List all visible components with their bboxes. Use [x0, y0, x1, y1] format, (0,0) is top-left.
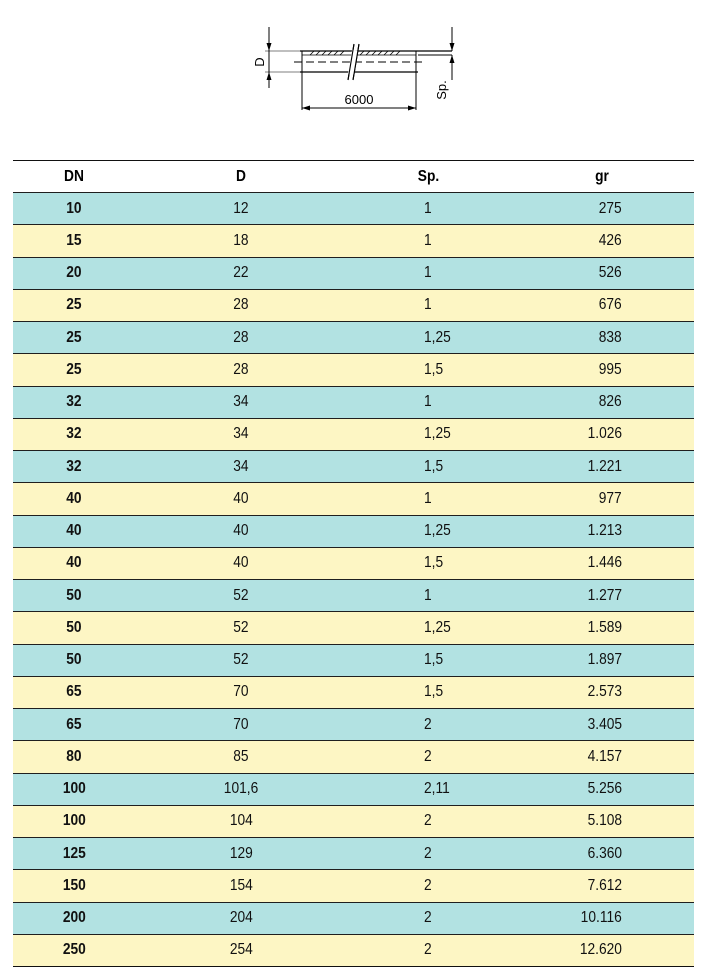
- table-row: [13, 547, 694, 579]
- cell-d: 204: [135, 902, 347, 934]
- cell-dn: 65: [13, 709, 135, 741]
- cell-d: 40: [135, 547, 347, 579]
- header-sp: Sp.: [358, 161, 498, 193]
- cell-dn: 200: [13, 902, 135, 934]
- table-row: [13, 193, 694, 225]
- table-row: [13, 257, 694, 289]
- cell-dn: 25: [13, 322, 135, 354]
- cell-d: 40: [135, 515, 347, 547]
- cell-d: 101,6: [135, 773, 347, 805]
- cell-d: 34: [135, 451, 347, 483]
- cell-d: 18: [135, 225, 347, 257]
- cell-sp: 2: [347, 934, 510, 966]
- cell-gr: 826: [510, 386, 694, 418]
- cell-dn: 65: [13, 676, 135, 708]
- cell-gr: 995: [510, 354, 694, 386]
- cell-sp: 2: [347, 709, 510, 741]
- cell-dn: 80: [13, 741, 135, 773]
- cell-sp: 1,5: [347, 644, 510, 676]
- cell-gr: 7.612: [510, 870, 694, 902]
- cell-dn: 25: [13, 289, 135, 321]
- table-body: [13, 193, 694, 967]
- cell-d: 70: [135, 676, 347, 708]
- cell-gr: 275: [510, 193, 694, 225]
- table-row: [13, 644, 694, 676]
- table-row: [13, 934, 694, 966]
- cell-gr: 838: [510, 322, 694, 354]
- cell-sp: 1: [347, 580, 510, 612]
- table-row: [13, 773, 694, 805]
- table-row: [13, 322, 694, 354]
- cell-gr: 1.897: [510, 644, 694, 676]
- cell-dn: 40: [13, 547, 135, 579]
- cell-dn: 32: [13, 386, 135, 418]
- cell-dn: 50: [13, 644, 135, 676]
- cell-d: 85: [135, 741, 347, 773]
- cell-sp: 2,11: [347, 773, 510, 805]
- cell-d: 40: [135, 483, 347, 515]
- table-row: [13, 289, 694, 321]
- cell-d: 104: [135, 805, 347, 837]
- table-row: [13, 354, 694, 386]
- cell-dn: 100: [13, 805, 135, 837]
- table-row: [13, 225, 694, 257]
- table-row: [13, 612, 694, 644]
- table-row: [13, 741, 694, 773]
- cell-d: 154: [135, 870, 347, 902]
- cell-dn: 100: [13, 773, 135, 805]
- cell-gr: 5.108: [510, 805, 694, 837]
- cell-sp: 1,25: [347, 322, 510, 354]
- table-row: [13, 805, 694, 837]
- table-row: [13, 676, 694, 708]
- cell-d: 34: [135, 386, 347, 418]
- table-row: [13, 515, 694, 547]
- table-header: [13, 161, 694, 193]
- cell-gr: 1.213: [510, 515, 694, 547]
- cell-dn: 50: [13, 580, 135, 612]
- cell-dn: 150: [13, 870, 135, 902]
- cell-dn: 40: [13, 515, 135, 547]
- cell-d: 254: [135, 934, 347, 966]
- cell-gr: 426: [510, 225, 694, 257]
- cell-sp: 1,5: [347, 676, 510, 708]
- cell-sp: 1: [347, 483, 510, 515]
- cell-gr: 1.446: [510, 547, 694, 579]
- table-row: [13, 418, 694, 450]
- cell-dn: 32: [13, 418, 135, 450]
- cell-gr: 1.221: [510, 451, 694, 483]
- cell-gr: 6.360: [510, 838, 694, 870]
- cell-sp: 2: [347, 902, 510, 934]
- cell-d: 52: [135, 580, 347, 612]
- cell-dn: 40: [13, 483, 135, 515]
- header-gr: gr: [523, 161, 681, 193]
- cell-gr: 676: [510, 289, 694, 321]
- length-label: 6000: [344, 92, 374, 107]
- cell-gr: 10.116: [510, 902, 694, 934]
- header-dn: DN: [22, 161, 127, 193]
- cell-sp: 1,25: [347, 418, 510, 450]
- cell-d: 28: [135, 289, 347, 321]
- cell-d: 34: [135, 418, 347, 450]
- cell-dn: 25: [13, 354, 135, 386]
- header-row: [13, 161, 694, 193]
- cell-d: 52: [135, 644, 347, 676]
- cell-dn: 32: [13, 451, 135, 483]
- cell-dn: 10: [13, 193, 135, 225]
- cell-sp: 1,25: [347, 612, 510, 644]
- table-row: [13, 483, 694, 515]
- cell-d: 52: [135, 612, 347, 644]
- cell-sp: 1,5: [347, 451, 510, 483]
- cell-dn: 125: [13, 838, 135, 870]
- cell-sp: 1,5: [347, 354, 510, 386]
- table-row: [13, 902, 694, 934]
- cell-gr: 1.026: [510, 418, 694, 450]
- cell-d: 22: [135, 257, 347, 289]
- table-row: [13, 386, 694, 418]
- table-row: [13, 709, 694, 741]
- cell-d: 129: [135, 838, 347, 870]
- cell-sp: 1: [347, 386, 510, 418]
- cell-d: 70: [135, 709, 347, 741]
- cell-gr: 2.573: [510, 676, 694, 708]
- pipe-spec-table: [13, 160, 694, 967]
- pipe-diagram: [250, 22, 460, 118]
- cell-d: 12: [135, 193, 347, 225]
- cell-gr: 5.256: [510, 773, 694, 805]
- cell-dn: 20: [13, 257, 135, 289]
- cell-sp: 1,5: [347, 547, 510, 579]
- cell-gr: 977: [510, 483, 694, 515]
- cell-gr: 4.157: [510, 741, 694, 773]
- cell-sp: 1: [347, 289, 510, 321]
- cell-gr: 1.589: [510, 612, 694, 644]
- cell-sp: 2: [347, 870, 510, 902]
- cell-sp: 1: [347, 257, 510, 289]
- cell-sp: 1,25: [347, 515, 510, 547]
- header-d: D: [150, 161, 332, 193]
- pipe-dimension-drawing: [250, 22, 460, 118]
- diameter-label: D: [252, 57, 267, 67]
- cell-gr: 12.620: [510, 934, 694, 966]
- table-row: [13, 451, 694, 483]
- cell-sp: 1: [347, 193, 510, 225]
- cell-gr: 526: [510, 257, 694, 289]
- cell-gr: 3.405: [510, 709, 694, 741]
- cell-sp: 1: [347, 225, 510, 257]
- cell-sp: 2: [347, 805, 510, 837]
- cell-gr: 1.277: [510, 580, 694, 612]
- cell-dn: 50: [13, 612, 135, 644]
- cell-d: 28: [135, 354, 347, 386]
- cell-d: 28: [135, 322, 347, 354]
- cell-sp: 2: [347, 741, 510, 773]
- table-row: [13, 838, 694, 870]
- table-row: [13, 580, 694, 612]
- cell-dn: 250: [13, 934, 135, 966]
- table-row: [13, 870, 694, 902]
- thickness-label: Sp.: [434, 80, 449, 100]
- cell-sp: 2: [347, 838, 510, 870]
- cell-dn: 15: [13, 225, 135, 257]
